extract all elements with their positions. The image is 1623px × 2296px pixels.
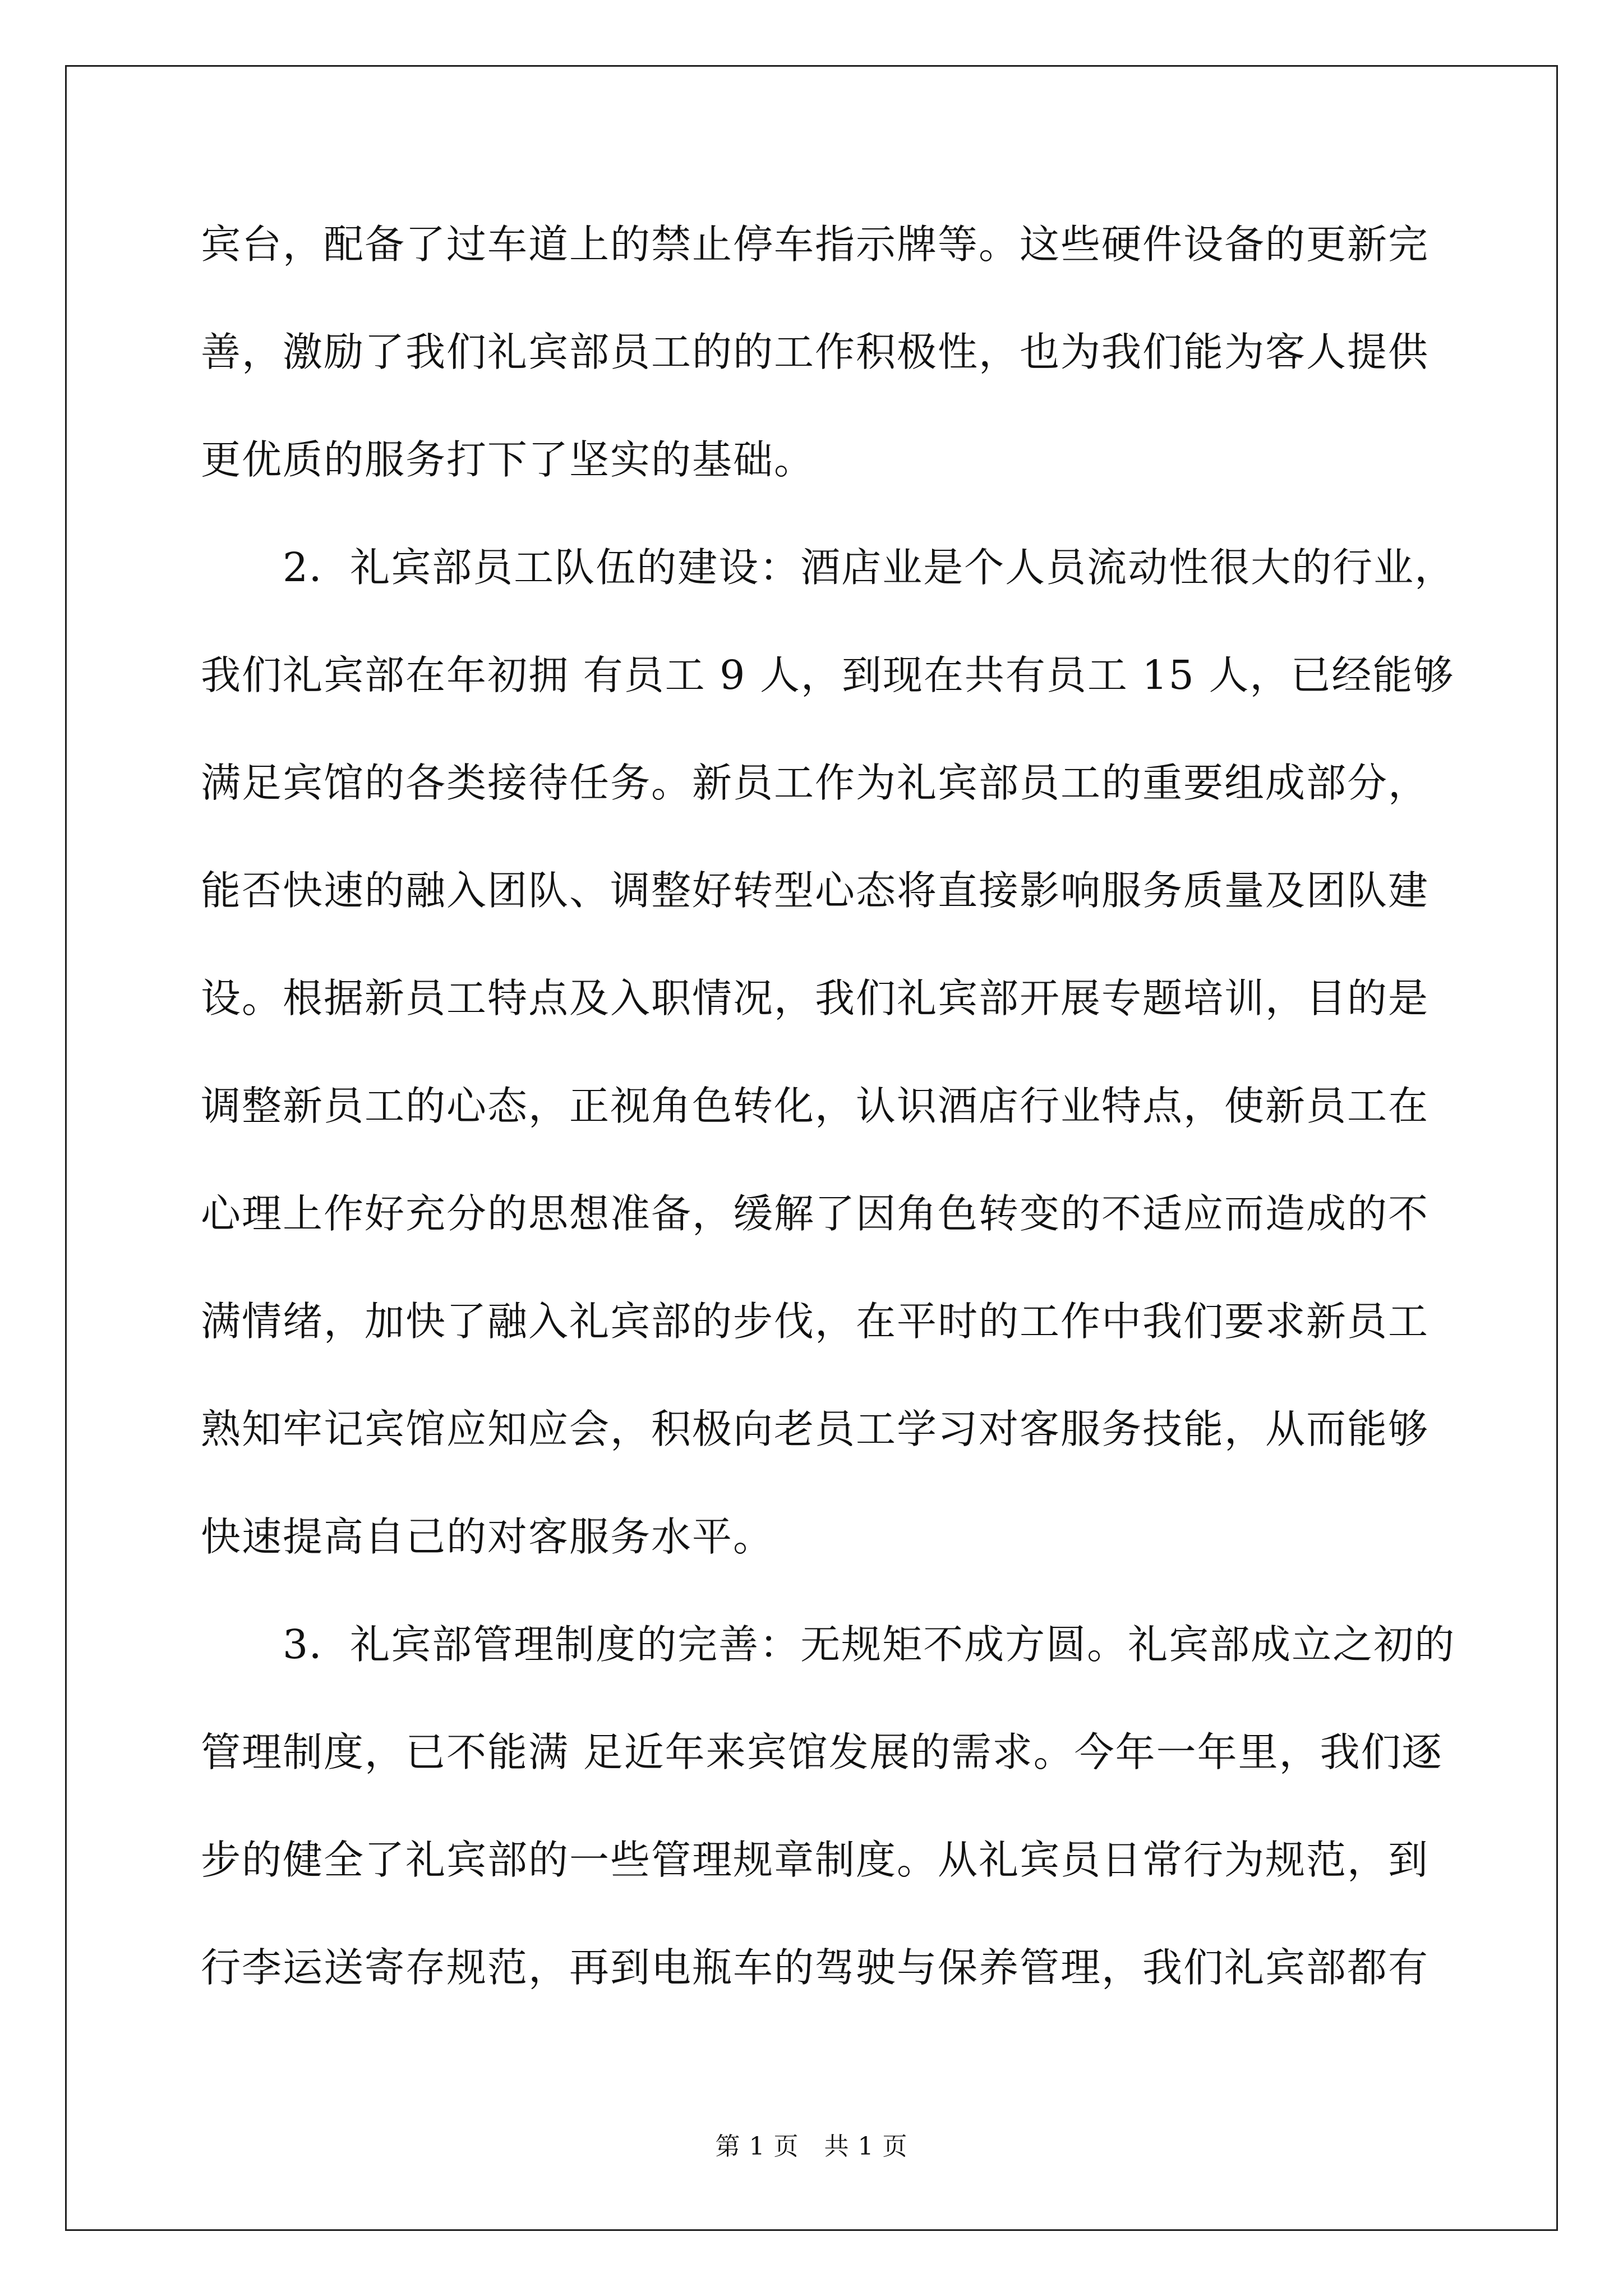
text-line: 设。根据新员工特点及入职情况，我们礼宾部开展专题培训，目的是: [201, 975, 1430, 1022]
text-line: 步的健全了礼宾部的一些管理规章制度。从礼宾员日常行为规范，到: [201, 1837, 1430, 1883]
text-line: 善，激励了我们礼宾部员工的的工作积极性，也为我们能为客人提供: [201, 329, 1430, 375]
text-line: 能否快速的融入团队、调整好转型心态将直接影响服务质量及团队建: [201, 867, 1430, 914]
text-line: 更优质的服务打下了坚实的基础。: [201, 436, 815, 483]
text-line: 满情绪，加快了融入礼宾部的步伐，在平时的工作中我们要求新员工: [201, 1298, 1430, 1345]
text-line: 满足宾馆的各类接待任务。新员工作为礼宾部员工的重要组成部分，: [201, 760, 1430, 806]
text-line: 心理上作好充分的思想准备，缓解了因角色转变的不适应而造成的不: [201, 1190, 1430, 1237]
text-line: 2．礼宾部员工队伍的建设：酒店业是个人员流动性很大的行业，: [201, 544, 1456, 591]
page-number-footer: 第 1 页 共 1 页: [715, 2132, 908, 2161]
document-body: [201, 221, 1456, 2055]
text-line: 熟知牢记宾馆应知应会，积极向老员工学习对客服务技能，从而能够: [201, 1406, 1430, 1452]
text-line: 3．礼宾部管理制度的完善：无规矩不成方圆。礼宾部成立之初的: [201, 1621, 1456, 1668]
text-line: 管理制度，已不能满 足近年来宾馆发展的需求。今年一年里，我们逐: [201, 1729, 1443, 1775]
text-line: 快速提高自己的对客服务水平。: [201, 1513, 774, 1560]
text-line: 行李运送寄存规范，再到电瓶车的驾驶与保养管理，我们礼宾部都有: [201, 1944, 1430, 1991]
text-line: 宾台，配备了过车道上的禁止停车指示牌等。这些硬件设备的更新完: [201, 221, 1430, 268]
text-line: 我们礼宾部在年初拥 有员工 9 人，到现在共有员工 15 人，已经能够: [201, 652, 1455, 698]
text-line: 调整新员工的心态，正视角色转化，认识酒店行业特点，使新员工在: [201, 1083, 1430, 1129]
